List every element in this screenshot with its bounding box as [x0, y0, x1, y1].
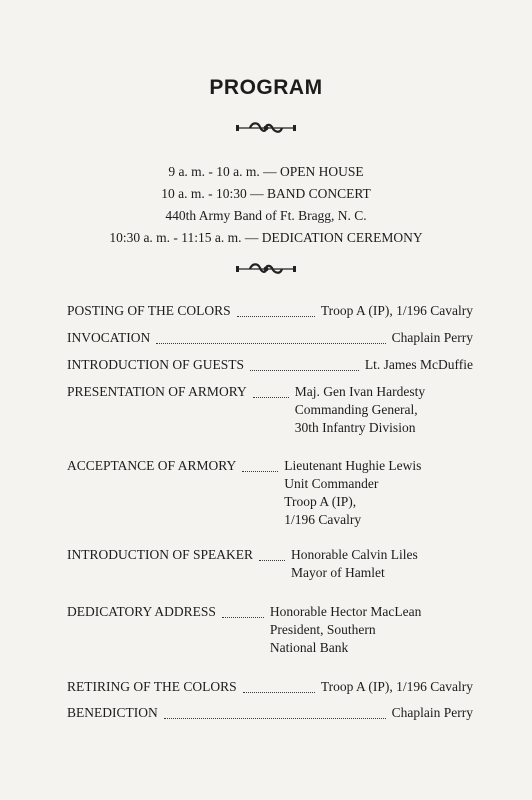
item-value: Chaplain Perry: [391, 330, 473, 345]
dot-leader: [222, 603, 264, 618]
item-value: Lt. James McDuffie: [364, 357, 473, 372]
program-item: [67, 678, 473, 696]
value-line: Unit Commander: [284, 476, 379, 491]
dot-leader: [242, 457, 278, 472]
program-item: [67, 546, 418, 582]
dot-leader: [156, 329, 385, 344]
item-value: [284, 457, 421, 529]
value-line: Commanding General,: [294, 402, 418, 417]
schedule-line: 440th Army Band of Ft. Bragg, N. C.: [165, 208, 367, 223]
value-line: Mayor of Hamlet: [291, 565, 385, 580]
item-value: [270, 603, 421, 657]
value-line: Troop A (IP),: [284, 494, 357, 509]
item-label: POSTING OF THE COLORS: [67, 303, 231, 318]
value-line: 1/196 Cavalry: [284, 512, 362, 527]
schedule: [0, 161, 532, 249]
item-value: Troop A (IP), 1/196 Cavalry: [320, 679, 473, 694]
program-item: [67, 302, 473, 320]
dot-leader: [237, 302, 315, 317]
dot-leader: [253, 383, 289, 398]
value-line: President, Southern: [269, 622, 376, 637]
item-label: DEDICATORY ADDRESS: [67, 604, 216, 619]
value-line: Honorable Hector MacLean: [269, 604, 422, 619]
value-line: 30th Infantry Division: [294, 420, 416, 435]
item-label: RETIRING OF THE COLORS: [67, 679, 237, 694]
program-item: [67, 704, 473, 722]
item-label: ACCEPTANCE OF ARMORY: [67, 458, 237, 473]
item-label: INTRODUCTION OF GUESTS: [67, 357, 245, 372]
item-label: PRESENTATION OF ARMORY: [67, 384, 247, 399]
item-label: INVOCATION: [67, 330, 151, 345]
item-value: Troop A (IP), 1/196 Cavalry: [320, 303, 473, 318]
program-item: [67, 356, 473, 374]
value-line: National Bank: [269, 640, 349, 655]
schedule-line: 10:30 a. m. - 11:15 a. m. — DEDICATION CEREMONY: [109, 230, 423, 245]
dot-leader: [164, 704, 386, 719]
value-line: Lieutenant Hughie Lewis: [284, 458, 422, 473]
scroll-ornament-icon: [236, 121, 296, 135]
schedule-line: 10 a. m. - 10:30 — BAND CONCERT: [161, 186, 371, 201]
scroll-ornament-icon: [236, 262, 296, 276]
item-value: [291, 546, 418, 582]
value-line: Maj. Gen Ivan Hardesty: [294, 384, 426, 399]
dot-leader: [243, 678, 315, 693]
program-item: [67, 383, 425, 437]
item-value: [295, 383, 425, 437]
program-item: [67, 329, 473, 347]
item-value: Chaplain Perry: [391, 705, 473, 720]
dot-leader: [259, 546, 285, 561]
schedule-line: 9 a. m. - 10 a. m. — OPEN HOUSE: [168, 164, 364, 179]
item-label: BENEDICTION: [67, 705, 158, 720]
program-item: [67, 603, 421, 657]
item-label: INTRODUCTION OF SPEAKER: [67, 547, 254, 562]
dot-leader: [250, 356, 359, 371]
value-line: Honorable Calvin Liles: [291, 547, 418, 562]
page-title: PROGRAM: [209, 76, 323, 99]
program-item: [67, 457, 421, 529]
